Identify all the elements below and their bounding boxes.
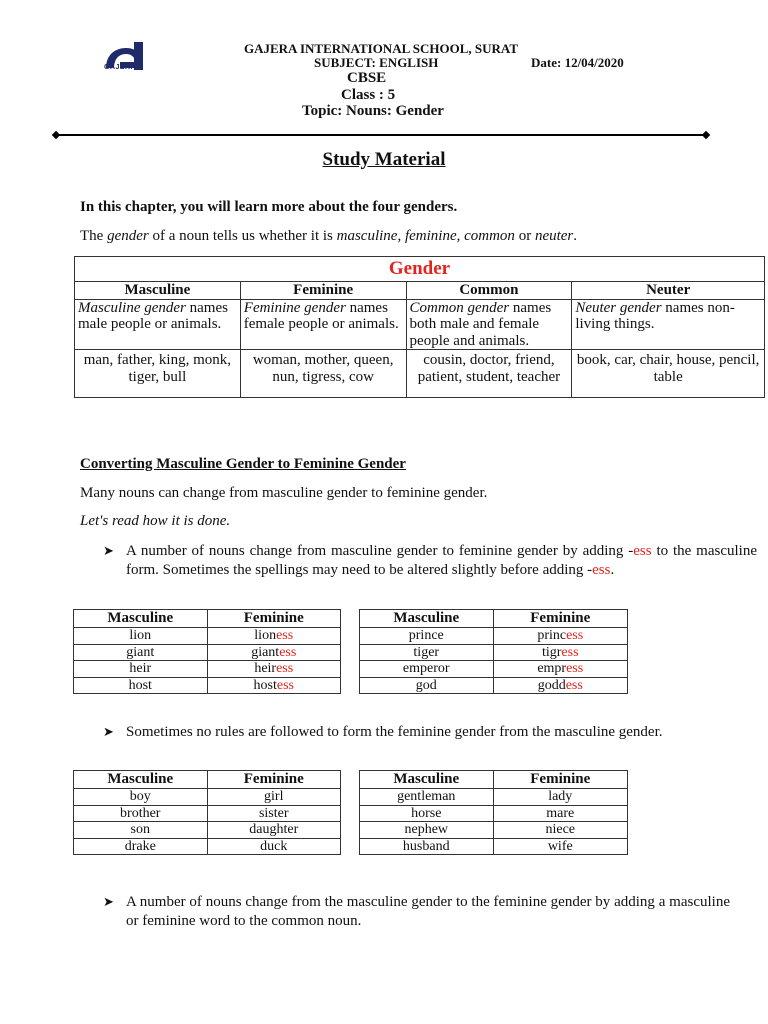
table-row — [74, 822, 341, 839]
table-row — [360, 677, 628, 694]
table-cell: giantess — [207, 644, 340, 661]
section-line2: Let's read how it is done. — [80, 513, 231, 529]
bullet-no-rules: Sometimes no rules are followed to form the feminine gender from the masculine gender. — [126, 724, 663, 740]
ess-table-left — [73, 609, 341, 694]
divider-dot-right — [702, 131, 710, 139]
arrow-bullet-icon: ➤ — [103, 543, 114, 558]
col-header: Feminine — [493, 610, 627, 628]
gender-header: Common — [406, 282, 572, 300]
col-header: Feminine — [207, 771, 340, 789]
bullet-compound: A number of nouns change from the masculine gender to the feminine gender by adding a masculine or feminine word to the common noun. — [126, 894, 730, 929]
table-cell: emperor — [360, 661, 494, 678]
table-cell: boy — [74, 789, 208, 806]
table-cell: tigress — [493, 644, 627, 661]
gender-definition-cell: Neuter gender names non- living things. — [572, 299, 765, 350]
table-row — [360, 628, 628, 645]
table-cell: heir — [74, 661, 208, 678]
table-cell: nephew — [360, 822, 494, 839]
divider-dot-left — [52, 131, 60, 139]
table-row — [360, 661, 628, 678]
page-title: Study Material — [322, 149, 446, 170]
table-cell: husband — [360, 838, 494, 855]
table-row — [74, 628, 341, 645]
col-header: Feminine — [207, 610, 340, 628]
table-row — [74, 677, 341, 694]
topic: Topic: Nouns: Gender — [302, 103, 444, 119]
table-cell: horse — [360, 805, 494, 822]
table-cell: wife — [493, 838, 627, 855]
date: Date: 12/04/2020 — [531, 55, 624, 70]
gender-definition-cell: Masculine gender names male people or animals. — [75, 299, 241, 350]
table-cell: niece — [493, 822, 627, 839]
table-cell: heiress — [207, 661, 340, 678]
table-cell: hostess — [207, 677, 340, 694]
table-cell: mare — [493, 805, 627, 822]
table-row — [360, 822, 628, 839]
table-cell: goddess — [493, 677, 627, 694]
subject: SUBJECT: ENGLISH — [314, 55, 439, 70]
ess-table-right — [359, 609, 628, 694]
section-line1: Many nouns can change from masculine gender to feminine gender. — [80, 485, 488, 501]
col-header: Masculine — [360, 610, 494, 628]
gender-header: Neuter — [572, 282, 765, 300]
table-cell: tiger — [360, 644, 494, 661]
table-cell: lion — [74, 628, 208, 645]
gender-examples-cell: book, car, chair, house, pencil, table — [572, 350, 765, 398]
gender-definition-cell: Common gender names both male and female people and animals. — [406, 299, 572, 350]
logo-text: GAJERA — [104, 64, 137, 71]
arrow-bullet-icon: ➤ — [103, 894, 114, 909]
col-header: Masculine — [74, 610, 208, 628]
gender-header: Masculine — [75, 282, 241, 300]
table-cell: girl — [207, 789, 340, 806]
section-heading: Converting Masculine Gender to Feminine Gender — [80, 456, 406, 472]
divider-rule — [56, 134, 707, 136]
gender-examples-cell: man, father, king, monk, tiger, bull — [75, 350, 241, 398]
class-label: Class : 5 — [341, 87, 396, 103]
col-header: Feminine — [493, 771, 627, 789]
table-cell: son — [74, 822, 208, 839]
gender-table-title: Gender — [75, 257, 765, 282]
table-row — [360, 644, 628, 661]
bullet-ess: A number of nouns change from masculine gender to feminine gender by adding -ess to the masculine form. Sometimes the spellings may need to be altered slightly before adding -ess. — [126, 543, 757, 578]
table-cell: gentleman — [360, 789, 494, 806]
table-cell: drake — [74, 838, 208, 855]
table-row — [74, 644, 341, 661]
table-cell: daughter — [207, 822, 340, 839]
table-cell: duck — [207, 838, 340, 855]
arrow-bullet-icon: ➤ — [103, 724, 114, 739]
table-cell: princess — [493, 628, 627, 645]
table-cell: prince — [360, 628, 494, 645]
table-row — [74, 661, 341, 678]
table-cell: sister — [207, 805, 340, 822]
gender-examples-cell: cousin, doctor, friend, patient, student, teacher — [406, 350, 572, 398]
table-row — [74, 789, 341, 806]
table-row — [360, 838, 628, 855]
table-row — [74, 805, 341, 822]
gender-header: Feminine — [240, 282, 406, 300]
table-cell: giant — [74, 644, 208, 661]
gender-definition-cell: Feminine gender names female people or animals. — [240, 299, 406, 350]
school-logo-icon — [100, 40, 152, 82]
table-cell: lady — [493, 789, 627, 806]
table-cell: host — [74, 677, 208, 694]
gender-table — [74, 256, 765, 398]
board: CBSE — [347, 70, 387, 86]
col-header: Masculine — [360, 771, 494, 789]
table-row — [360, 789, 628, 806]
table-cell: lioness — [207, 628, 340, 645]
table-cell: empress — [493, 661, 627, 678]
gender-definition: The gender of a noun tells us whether it is masculine, feminine, common or neuter. — [80, 228, 578, 244]
irregular-table-right — [359, 770, 628, 855]
table-cell: god — [360, 677, 494, 694]
school-name: GAJERA INTERNATIONAL SCHOOL, SURAT — [244, 41, 519, 56]
gender-examples-cell: woman, mother, queen, nun, tigress, cow — [240, 350, 406, 398]
table-cell: brother — [74, 805, 208, 822]
col-header: Masculine — [74, 771, 208, 789]
table-row — [360, 805, 628, 822]
intro-bold: In this chapter, you will learn more about the four genders. — [80, 199, 458, 215]
table-row — [74, 838, 341, 855]
irregular-table-left — [73, 770, 341, 855]
